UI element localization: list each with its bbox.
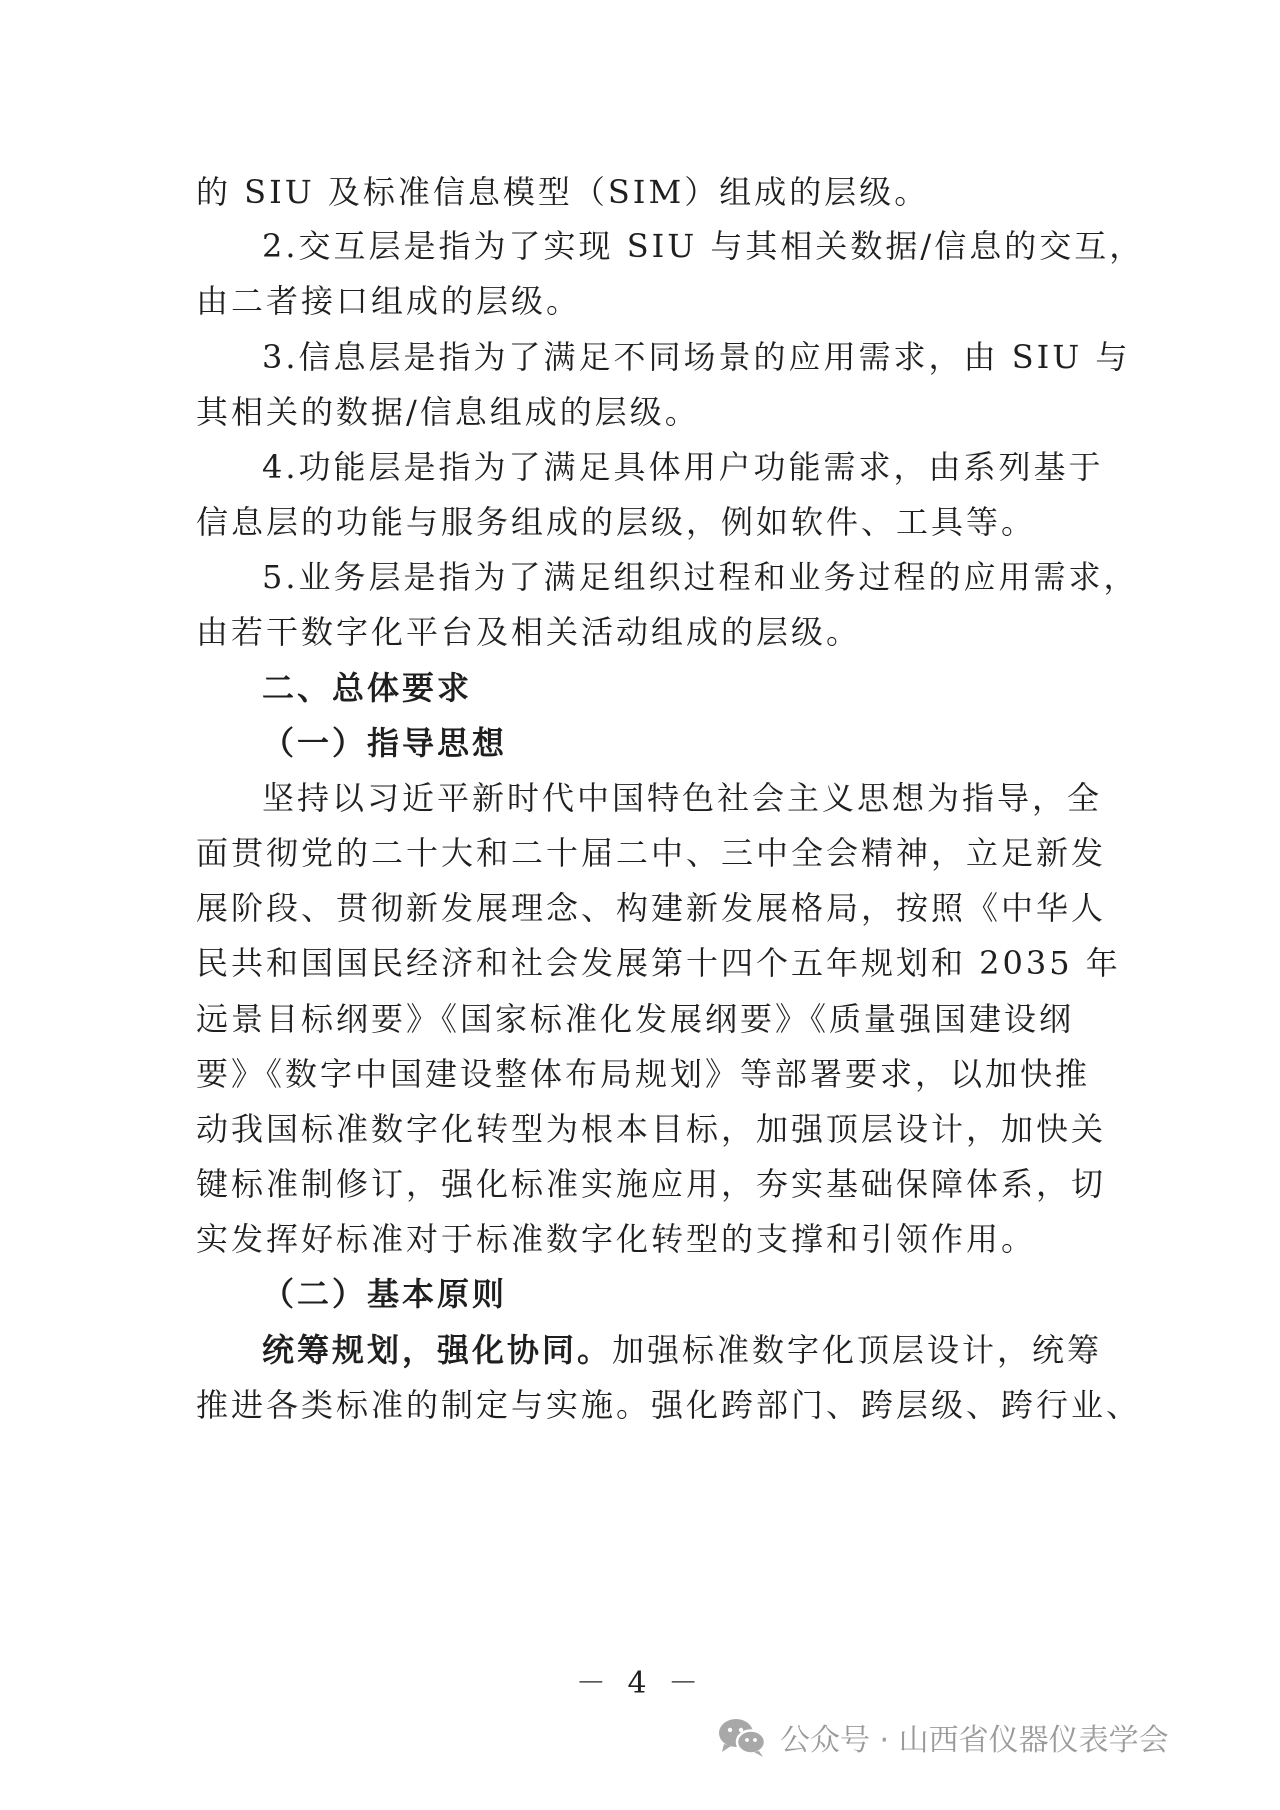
text-line: 键标准制修订，强化标准实施应用，夯实基础保障体系，切 [196, 1165, 1107, 1203]
text-line: 由二者接口组成的层级。 [196, 282, 582, 320]
principle-text: 加强标准数字化顶层设计，统筹 [612, 1331, 1103, 1369]
text-line: 民共和国国民经济和社会发展第十四个五年规划和 2035 年 [196, 944, 1121, 982]
text-line: 动我国标准数字化转型为根本目标，加强顶层设计，加快关 [196, 1110, 1107, 1148]
text-line: 由若干数字化平台及相关活动组成的层级。 [196, 613, 862, 651]
text-line: 信息层的功能与服务组成的层级，例如软件、工具等。 [196, 503, 1037, 541]
footer-account[interactable] [716, 1712, 1169, 1762]
text-line: 2.交互层是指为了实现 SIU 与其相关数据/信息的交互， [262, 227, 1145, 265]
wechat-icon [716, 1715, 768, 1759]
principle-title: 统筹规划，强化协同。 [262, 1331, 613, 1369]
text-line: 展阶段、贯彻新发展理念、构建新发展格局，按照《中华人 [196, 889, 1107, 927]
text-line: 4.功能层是指为了满足具体用户功能需求，由系列基于 [262, 448, 1104, 486]
text-line: 3.信息层是指为了满足不同场景的应用需求，由 SIU 与 [262, 338, 1131, 376]
subsection-heading: （二）基本原则 [262, 1275, 508, 1313]
text-line: 实发挥好标准对于标准数字化转型的支撑和引领作用。 [196, 1220, 1037, 1258]
footer-account-name: 公众号 · 山西省仪器仪表学会 [780, 1723, 1169, 1758]
principle-line [262, 1330, 1103, 1370]
text-line: 其相关的数据/信息组成的层级。 [196, 393, 700, 431]
section-heading: 二、总体要求 [262, 669, 473, 707]
text-line: 面贯彻党的二十大和二十届二中、三中全会精神，立足新发 [196, 834, 1107, 872]
text-line: 坚持以习近平新时代中国特色社会主义思想为指导，全 [262, 779, 1103, 817]
text-line: 要》《数字中国建设整体布局规划》等部署要求，以加快推 [196, 1055, 1091, 1093]
text-line: 远景目标纲要》《国家标准化发展纲要》《质量强国建设纲 [196, 1000, 1075, 1038]
text-line: 推进各类标准的制定与实施。强化跨部门、跨层级、跨行业、 [196, 1386, 1142, 1424]
subsection-heading: （一）指导思想 [262, 724, 508, 762]
text-line: 5.业务层是指为了满足组织过程和业务过程的应用需求， [262, 558, 1139, 596]
page-number: － 4 － [575, 1666, 705, 1701]
text-line: 的 SIU 及标准信息模型（SIM）组成的层级。 [196, 173, 930, 211]
